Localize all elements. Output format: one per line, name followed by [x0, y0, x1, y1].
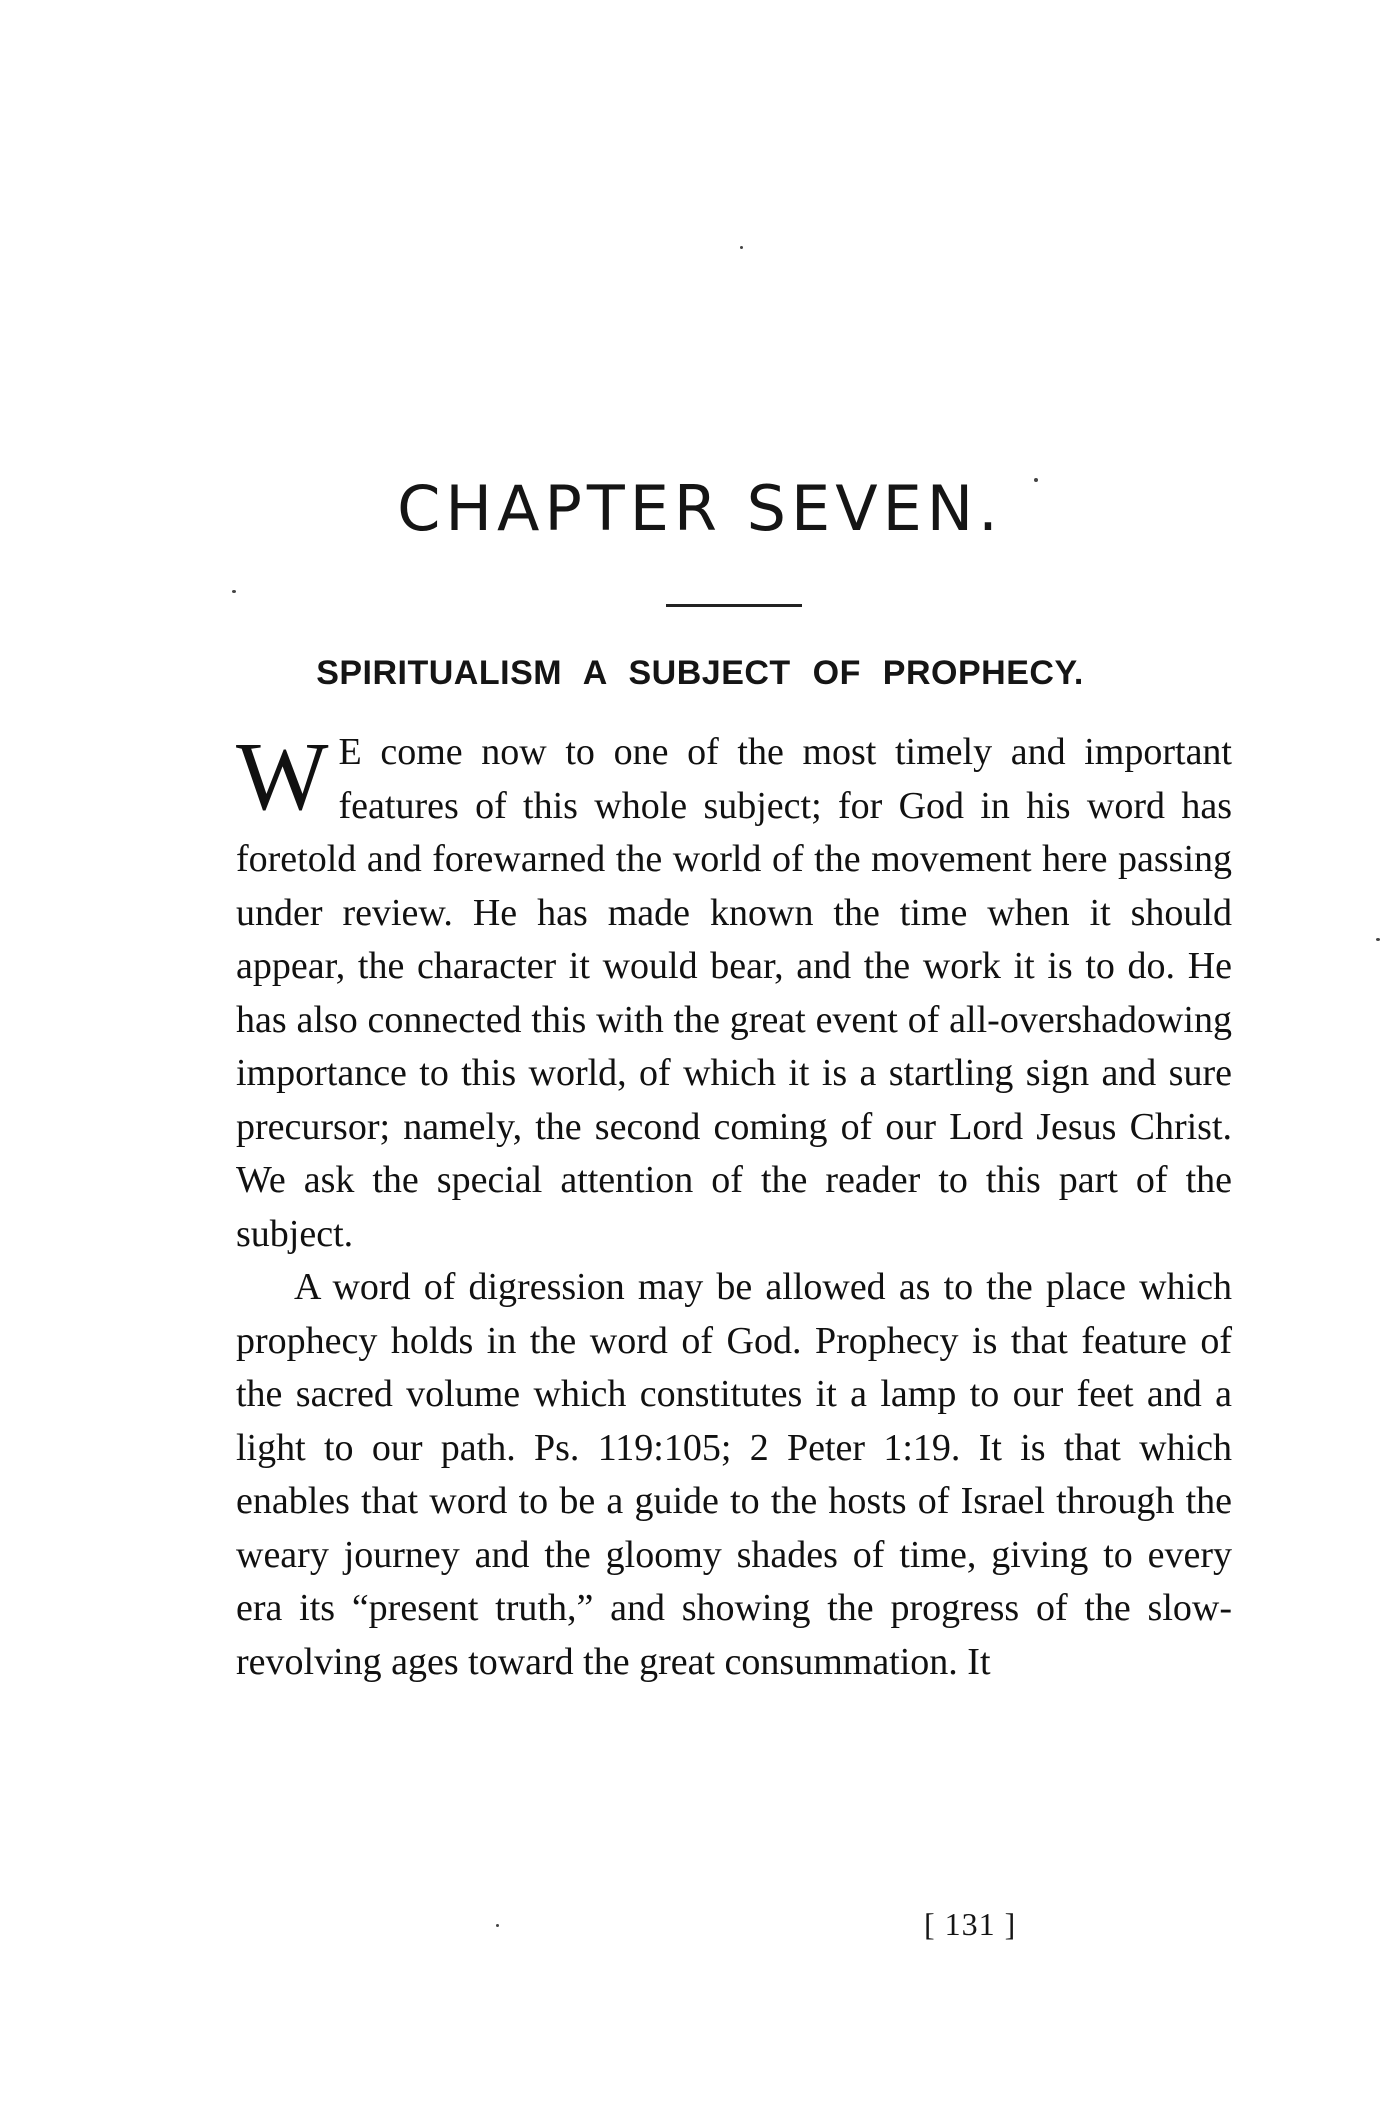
print-speck	[1034, 478, 1038, 482]
print-speck	[740, 246, 743, 249]
paragraph-1-text: come now to one of the most timely and important features of this whole subject; for God in his word has foretold and forewarned the world of the movement here passing under review. He has made known the time when it should appear, the character it would bear, and the work it is to do. He has also connected this with the great event of all-overshadowing importance to this world, of which it is a startling sign and sure precursor; namely, the second coming of our Lord Jesus Christ. We ask the special attention of the reader to this part of the subject.	[236, 731, 1232, 1255]
paragraph-1	[236, 723, 1232, 1261]
page-number: [ 131 ]	[924, 1906, 1017, 1942]
section-heading: SPIRITUALISM A SUBJECT OF PROPHECY.	[316, 654, 1084, 692]
lead-letters: E	[338, 731, 362, 773]
print-speck	[232, 590, 236, 593]
print-speck	[496, 1924, 499, 1927]
print-speck	[1376, 938, 1380, 941]
chapter-title: CHAPTER SEVEN.	[397, 472, 1003, 545]
title-divider	[666, 604, 802, 607]
paragraph-2: A word of digression may be allowed as to the place which prophecy holds in the word of God. Prophecy is that feature of the sacred volume which constitutes it a lamp to our feet and a light to our path. Ps. 119:105; 2 Peter 1:19. It is that which enables that word to be a guide to the hosts of Israel through the weary journey and the gloomy shades of time, giving to every era its “present truth,” and showing the progress of the slow-revolving ages toward the great consummation. It	[236, 1266, 1232, 1683]
drop-cap: W	[236, 723, 329, 831]
body-text	[236, 723, 1232, 1689]
